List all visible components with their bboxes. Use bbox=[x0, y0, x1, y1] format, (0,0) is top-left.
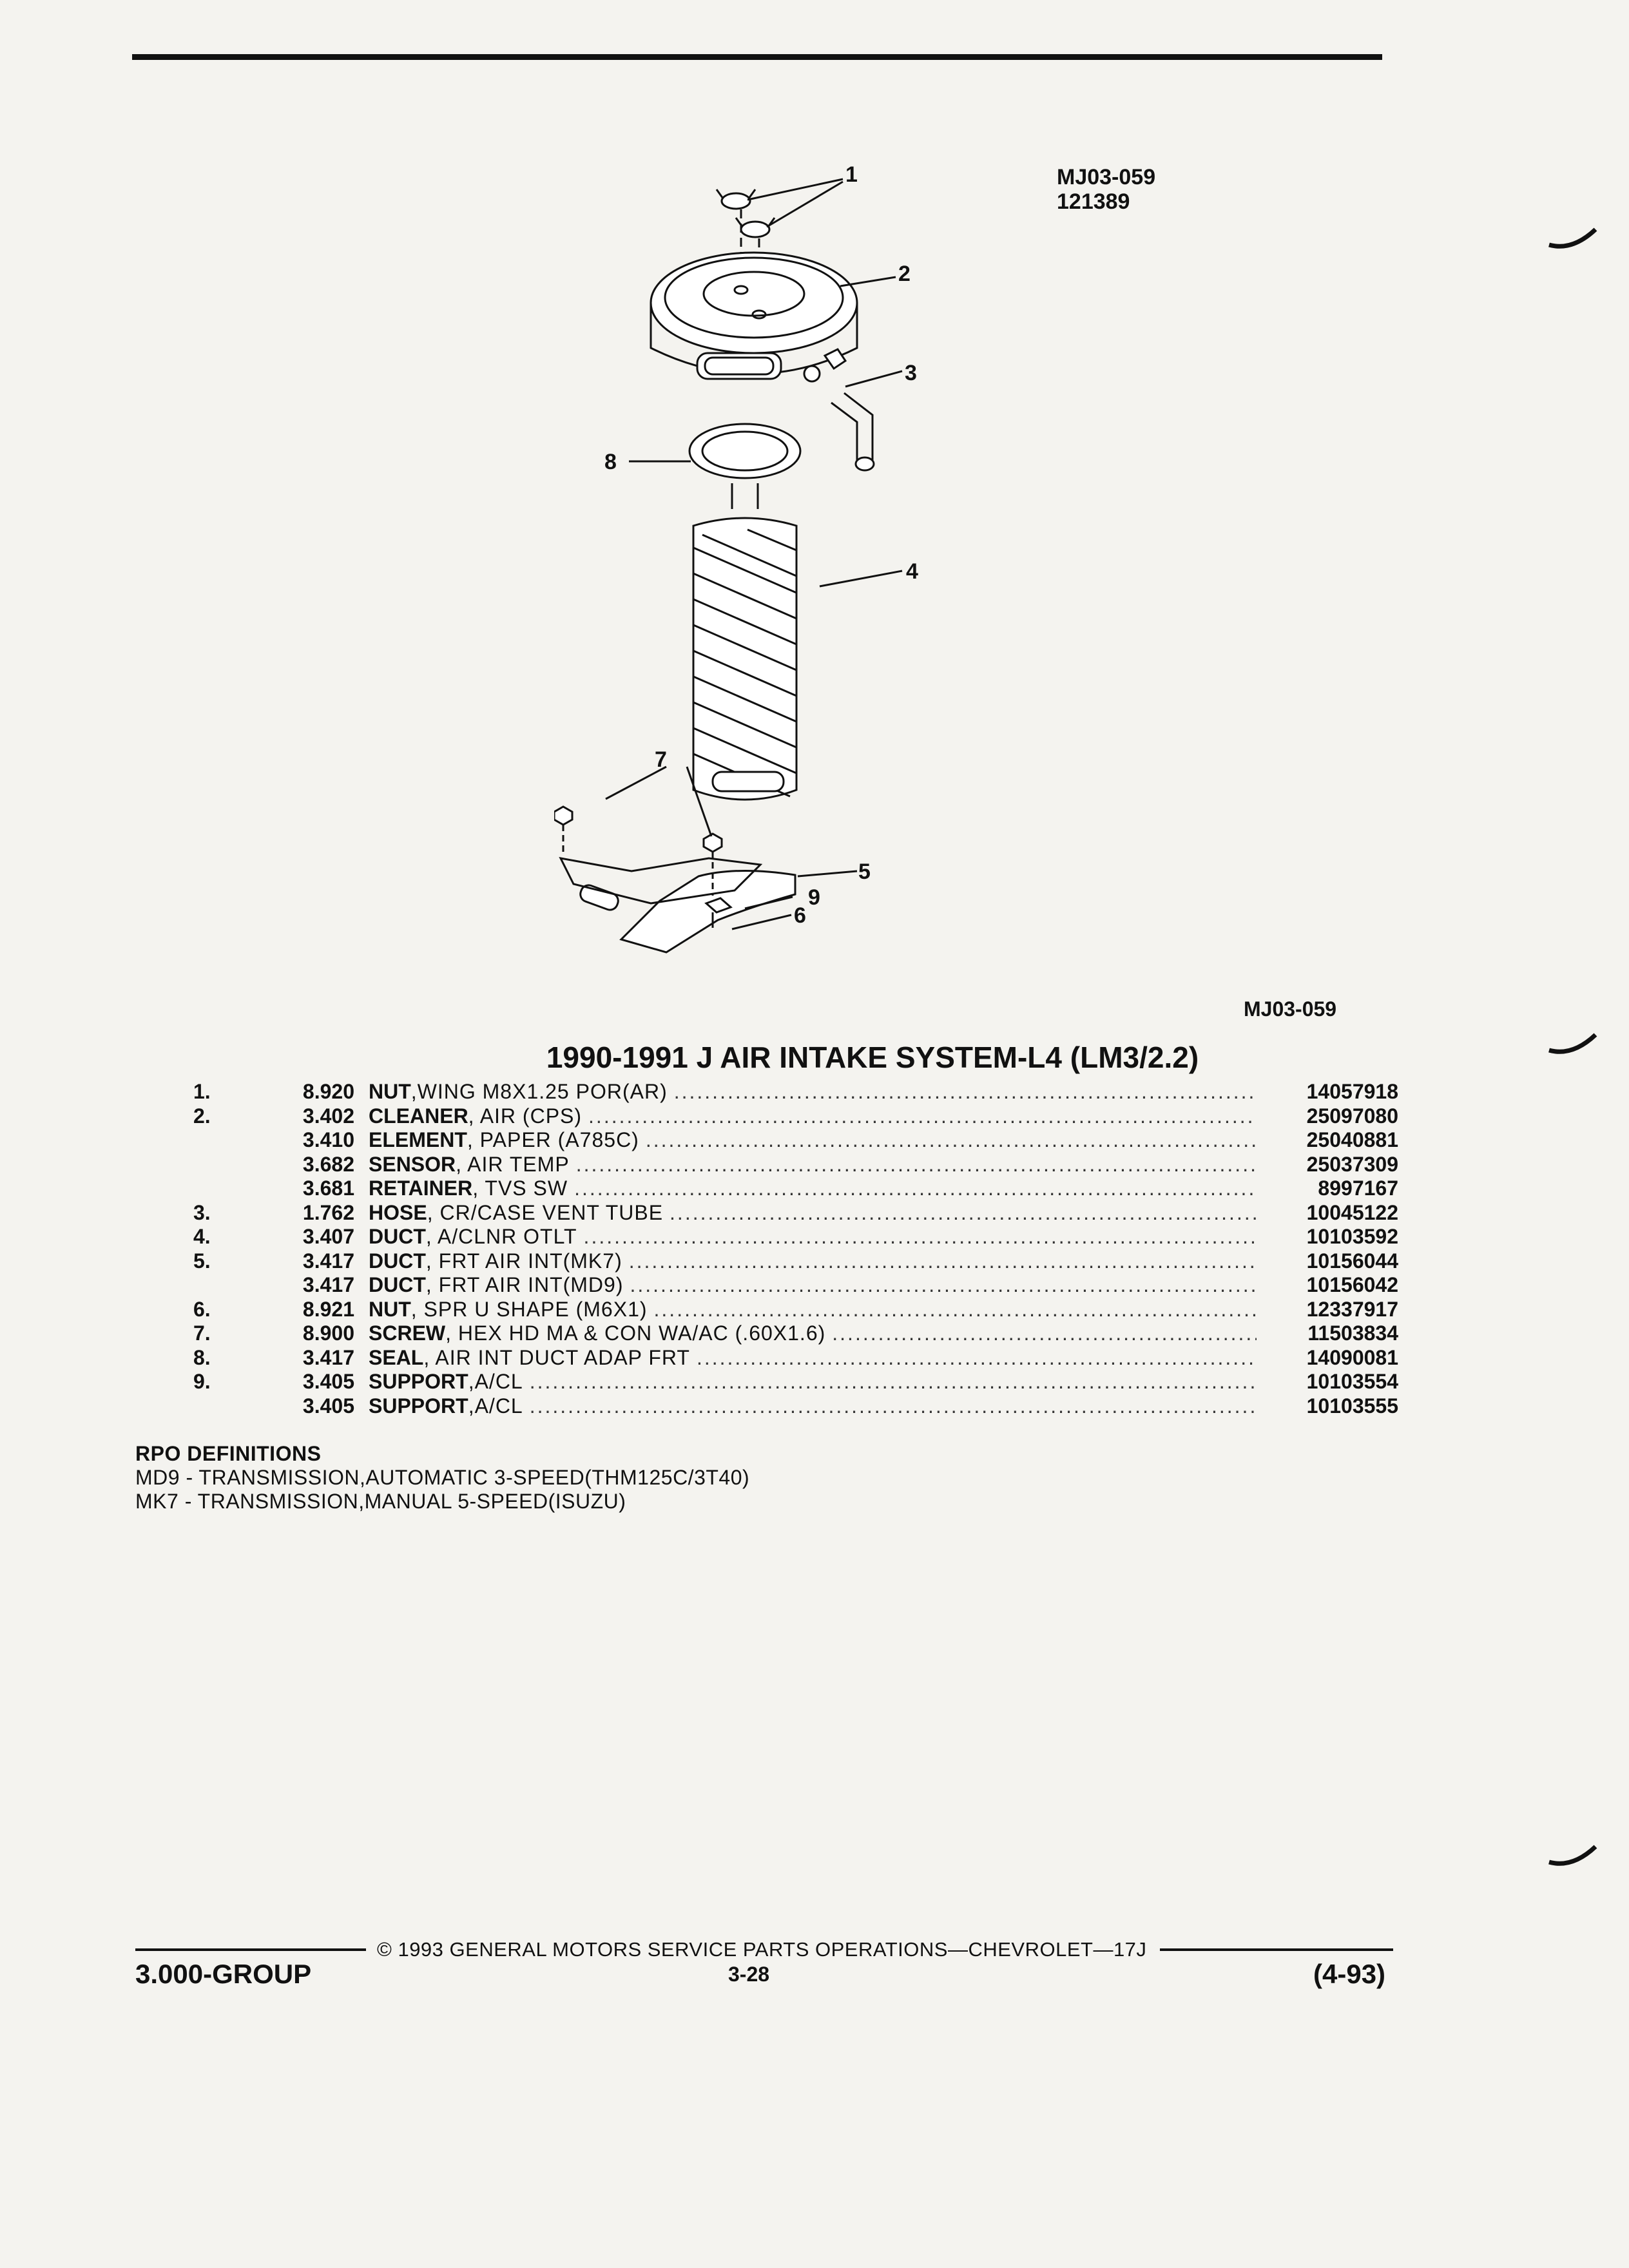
leader-dots bbox=[530, 1370, 1257, 1394]
item-number: 8. bbox=[193, 1345, 211, 1369]
rpo-line: MK7 - TRANSMISSION,MANUAL 5-SPEED(ISUZU) bbox=[135, 1490, 626, 1513]
part-number: 25040881 bbox=[1306, 1128, 1398, 1151]
item-number: 3. bbox=[193, 1200, 211, 1224]
part-description: , AIR INT DUCT ADAP FRT bbox=[423, 1345, 690, 1369]
part-description: ,A/CL bbox=[468, 1370, 523, 1393]
group-number: 3.405 bbox=[302, 1370, 354, 1393]
group-label: 3.000-GROUP bbox=[135, 1959, 312, 1989]
top-rule bbox=[132, 54, 1382, 60]
part-description: , FRT AIR INT(MK7) bbox=[425, 1249, 622, 1273]
callout-7: 7 bbox=[655, 747, 667, 772]
page-number: 3-28 bbox=[728, 1963, 770, 1986]
group-number: 8.921 bbox=[302, 1297, 354, 1321]
callout-1: 1 bbox=[845, 162, 858, 187]
item-number: 2. bbox=[193, 1104, 211, 1128]
group-number: 3.407 bbox=[302, 1225, 354, 1248]
part-name: DUCT bbox=[369, 1273, 426, 1296]
part-number: 10156042 bbox=[1306, 1273, 1398, 1296]
reference-code: MJ03-059 bbox=[1057, 165, 1156, 189]
parts-row bbox=[193, 1249, 1398, 1274]
callout-6: 6 bbox=[794, 903, 806, 928]
part-description: , A/CLNR OTLT bbox=[425, 1225, 577, 1248]
part-description: , TVS SW bbox=[472, 1177, 568, 1200]
part-name: SUPPORT bbox=[369, 1370, 468, 1393]
leader-dots bbox=[574, 1177, 1257, 1201]
leader-dots bbox=[576, 1153, 1257, 1177]
binding-mark bbox=[1547, 226, 1598, 251]
exploded-parts-diagram bbox=[554, 148, 941, 954]
callout-5: 5 bbox=[858, 860, 871, 884]
group-number: 3.417 bbox=[302, 1249, 354, 1273]
group-number: 8.900 bbox=[302, 1321, 354, 1345]
part-name: RETAINER bbox=[369, 1177, 473, 1200]
part-number: 10103592 bbox=[1306, 1225, 1398, 1248]
part-name: ELEMENT bbox=[369, 1128, 467, 1151]
part-number: 14090081 bbox=[1306, 1345, 1398, 1369]
parts-row bbox=[193, 1080, 1398, 1104]
revision-date: (4-93) bbox=[1313, 1959, 1386, 1989]
parts-row bbox=[193, 1153, 1398, 1177]
item-number: 1. bbox=[193, 1080, 211, 1103]
part-number: 10103555 bbox=[1306, 1394, 1398, 1418]
footer-rule-right bbox=[1160, 1948, 1393, 1951]
parts-row bbox=[193, 1346, 1398, 1370]
leader-dots bbox=[646, 1128, 1257, 1153]
part-name: SUPPORT bbox=[369, 1394, 468, 1418]
callout-9: 9 bbox=[808, 885, 820, 910]
binding-mark bbox=[1547, 1843, 1598, 1869]
part-number: 11503834 bbox=[1307, 1321, 1398, 1345]
part-description: ,WING M8X1.25 POR(AR) bbox=[410, 1080, 668, 1103]
parts-list bbox=[193, 1080, 1398, 1418]
part-name: DUCT bbox=[369, 1225, 426, 1248]
group-number: 1.762 bbox=[302, 1200, 354, 1224]
part-number: 10156044 bbox=[1306, 1249, 1398, 1273]
rpo-definitions bbox=[135, 1442, 749, 1514]
leader-dots bbox=[630, 1273, 1257, 1298]
part-description: , SPR U SHAPE (M6X1) bbox=[410, 1297, 648, 1321]
group-number: 3.402 bbox=[302, 1104, 354, 1128]
part-name: DUCT bbox=[369, 1249, 426, 1273]
part-number: 25037309 bbox=[1306, 1152, 1398, 1176]
part-name: SCREW bbox=[369, 1321, 446, 1345]
parts-row bbox=[193, 1370, 1398, 1394]
callout-3: 3 bbox=[905, 361, 917, 385]
parts-row bbox=[193, 1321, 1398, 1346]
callout-8: 8 bbox=[604, 450, 617, 474]
parts-row bbox=[193, 1298, 1398, 1322]
part-name: SENSOR bbox=[369, 1152, 456, 1176]
part-name: HOSE bbox=[369, 1200, 427, 1224]
parts-row bbox=[193, 1104, 1398, 1129]
group-number: 3.405 bbox=[302, 1394, 354, 1418]
figure-id: MJ03-059 bbox=[1244, 997, 1337, 1021]
group-number: 3.682 bbox=[302, 1152, 354, 1176]
part-description: , FRT AIR INT(MD9) bbox=[425, 1273, 624, 1296]
leader-dots bbox=[588, 1104, 1257, 1129]
group-number: 8.920 bbox=[302, 1080, 354, 1103]
leader-dots bbox=[670, 1201, 1257, 1225]
item-number: 5. bbox=[193, 1249, 211, 1273]
corrugated-duct-part bbox=[693, 518, 796, 800]
part-number: 14057918 bbox=[1306, 1080, 1398, 1103]
callout-4: 4 bbox=[906, 559, 918, 584]
group-number: 3.681 bbox=[302, 1177, 354, 1200]
group-number: 3.417 bbox=[302, 1345, 354, 1369]
item-number: 9. bbox=[193, 1370, 211, 1393]
group-number: 3.417 bbox=[302, 1273, 354, 1296]
part-description: , PAPER (A785C) bbox=[467, 1128, 639, 1151]
footer-rule-left bbox=[135, 1948, 366, 1951]
seal-ring-part bbox=[689, 424, 800, 509]
binding-mark bbox=[1547, 1031, 1598, 1057]
vent-hose-part bbox=[804, 349, 874, 470]
part-name: CLEANER bbox=[369, 1104, 468, 1128]
item-number: 7. bbox=[193, 1321, 211, 1345]
part-number: 8997167 bbox=[1318, 1177, 1398, 1200]
parts-row bbox=[193, 1201, 1398, 1225]
part-name: NUT bbox=[369, 1080, 411, 1103]
group-number: 3.410 bbox=[302, 1128, 354, 1151]
reference-block bbox=[1057, 165, 1155, 214]
part-name: SEAL bbox=[369, 1345, 424, 1369]
part-description: , AIR TEMP bbox=[456, 1152, 570, 1176]
air-cleaner-part bbox=[651, 253, 857, 379]
leader-dots bbox=[584, 1225, 1257, 1249]
parts-row bbox=[193, 1394, 1398, 1419]
parts-row bbox=[193, 1273, 1398, 1298]
item-number: 6. bbox=[193, 1297, 211, 1321]
leader-dots bbox=[629, 1249, 1257, 1274]
parts-row bbox=[193, 1177, 1398, 1201]
leader-dots bbox=[697, 1346, 1257, 1370]
parts-row bbox=[193, 1225, 1398, 1249]
rpo-heading: RPO DEFINITIONS bbox=[135, 1442, 322, 1465]
leader-dots bbox=[530, 1394, 1257, 1419]
copyright-text: © 1993 GENERAL MOTORS SERVICE PARTS OPERATIONS—CHEVROLET—17J bbox=[377, 1938, 1147, 1961]
part-number: 12337917 bbox=[1306, 1297, 1398, 1321]
leader-dots bbox=[654, 1298, 1257, 1322]
part-number: 10045122 bbox=[1306, 1200, 1398, 1224]
reference-date: 121389 bbox=[1057, 189, 1130, 214]
part-number: 25097080 bbox=[1306, 1104, 1398, 1128]
part-description: ,A/CL bbox=[468, 1394, 523, 1418]
callout-2: 2 bbox=[898, 262, 911, 286]
part-description: , CR/CASE VENT TUBE bbox=[427, 1200, 664, 1224]
leader-dots bbox=[674, 1080, 1257, 1104]
section-title: 1990-1991 J AIR INTAKE SYSTEM-L4 (LM3/2.2) bbox=[546, 1041, 1199, 1074]
rpo-line: MD9 - TRANSMISSION,AUTOMATIC 3-SPEED(THM125C/3T40) bbox=[135, 1466, 750, 1489]
parts-row bbox=[193, 1128, 1398, 1153]
part-description: , HEX HD MA & CON WA/AC (.60X1.6) bbox=[445, 1321, 826, 1345]
part-name: NUT bbox=[369, 1297, 411, 1321]
part-description: , AIR (CPS) bbox=[468, 1104, 583, 1128]
leader-dots bbox=[832, 1321, 1257, 1346]
part-number: 10103554 bbox=[1306, 1370, 1398, 1393]
item-number: 4. bbox=[193, 1225, 211, 1248]
